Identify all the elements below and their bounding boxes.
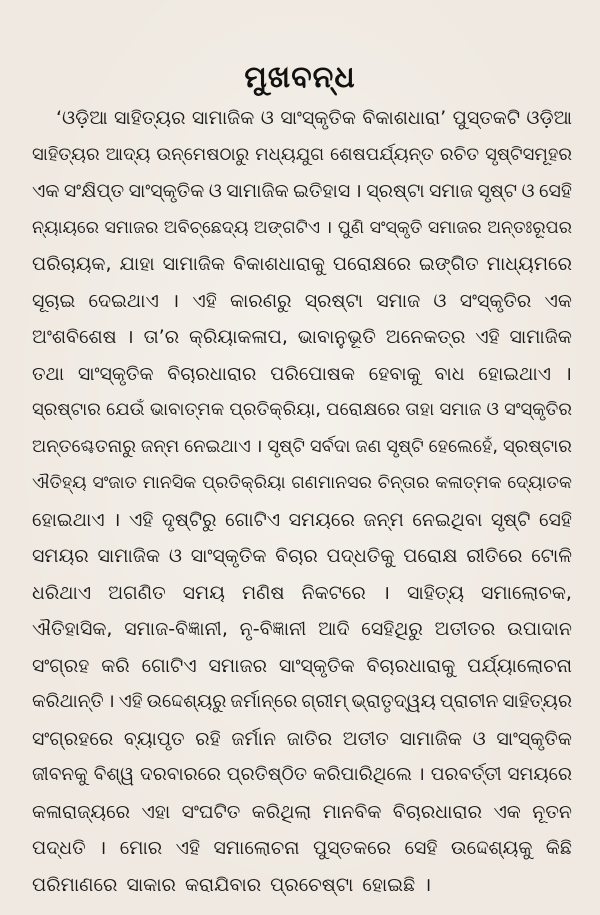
word: ଆଦି	[318, 618, 350, 640]
word: ସଂଗ୍ରହରେ	[32, 727, 114, 750]
word: ଏକ	[32, 180, 60, 202]
word: କିଛି	[545, 837, 572, 859]
word: ଉଦ୍ଦେଶ୍ୟକୁ	[450, 837, 533, 859]
word: ମାନବିକ	[322, 800, 382, 823]
word: ପଦ୍ଧତି	[32, 837, 86, 859]
word: ସାଂସ୍କୃତିକ	[128, 180, 205, 202]
preface-paragraph	[32, 100, 572, 903]
word: ସାଂସ୍କୃତିକ	[496, 727, 572, 750]
word: ପ୍ରାଚୀନ	[439, 691, 499, 712]
text-line	[32, 757, 572, 794]
word: ଉପାଦାନ	[507, 618, 572, 640]
word: ଗୋଟିଏ	[141, 654, 197, 677]
word: ।	[99, 837, 107, 859]
word: ଆଦ୍ୟ	[105, 143, 151, 165]
word: ସୃଷ୍ଟି	[490, 508, 531, 531]
word: ଏହା	[141, 800, 171, 823]
word: ସ୍ରଷ୍ଟାର	[503, 435, 572, 457]
word: ପ୍ରତିଷ୍ଠିତ	[226, 764, 308, 785]
word: ଏକ	[544, 289, 572, 312]
word: ଅତୀତ	[342, 727, 389, 750]
word: ।	[325, 217, 333, 238]
word: ସେହି	[404, 837, 438, 859]
word: ହେବାକୁ	[368, 362, 421, 385]
text-line	[32, 100, 572, 137]
word: ସମାଜ	[376, 289, 421, 312]
word: ।	[113, 508, 121, 531]
word: ଓ	[433, 289, 447, 312]
word: ମାନସିକ	[142, 473, 197, 493]
word: ।	[564, 362, 572, 385]
text-line	[32, 283, 572, 320]
word: ସାମାଜିକ	[97, 545, 160, 567]
word: ପ୍ରତିକ୍ରିୟା	[202, 473, 286, 493]
page-title: ମୁଖବନ୍ଧ	[244, 60, 356, 95]
word: ଏହି	[475, 326, 500, 348]
text-line	[32, 867, 572, 904]
word: ପ୍ରତିକ୍ରିୟା,	[229, 399, 321, 420]
word: ପୁଣି	[337, 217, 365, 238]
word: ଇଙ୍ଗିତ	[419, 253, 479, 275]
word: ।	[255, 435, 263, 457]
word: ସଂଗ୍ରହ	[32, 654, 90, 677]
word: ଭାବାନୁଭୂତି	[297, 326, 376, 348]
word: ଦୃଷ୍ଟିରୁ	[161, 508, 217, 531]
word: ଟୋଳି	[531, 545, 572, 567]
word: ସାମାଜିକ	[226, 180, 289, 202]
word: ତଥା	[32, 362, 65, 385]
word: ଦ୍ୟୋତକ	[507, 473, 572, 493]
word: ହେଲେହେଁ,	[428, 435, 499, 457]
word: ସମୟରେ	[507, 764, 572, 785]
word: ଗ୍ରୀମ୍	[301, 691, 348, 712]
word: ଜଣ	[355, 435, 382, 457]
word: ହୋଇଥାଏ	[32, 508, 105, 531]
word: ପର୍ଯ୍ୟାଲୋଚନା	[467, 654, 572, 677]
word: ପରବର୍ତ୍ତୀ	[430, 764, 502, 785]
word: କଳାତ୍ମକ	[435, 473, 502, 493]
word: ହୋଇଛି	[362, 873, 416, 896]
word: ହୋଇଥାଏ	[478, 362, 552, 385]
text-line	[32, 721, 572, 758]
word: ସାମାଜିକ	[399, 727, 462, 750]
word: ଜନ୍ମ	[363, 508, 404, 531]
word: ସମାଜର	[104, 217, 159, 238]
word: ସେହି	[539, 180, 572, 202]
text-line	[32, 684, 572, 721]
word: ସାମାଜିକ	[162, 253, 226, 275]
word: ସଂଜାତ	[92, 473, 137, 493]
word: ଏହି	[192, 289, 217, 312]
text-line	[32, 538, 572, 575]
word: ମୋର	[119, 837, 163, 859]
word: ପରୋକ୍ଷ	[403, 545, 458, 567]
word: ତାହା	[405, 399, 435, 420]
word: ସମୟ	[182, 581, 225, 604]
word: ସାଂସ୍କୃତିକ	[278, 654, 355, 677]
word: ବିକାଶଧାରାକୁ	[233, 253, 325, 275]
word: ଅଗଣିତ	[108, 581, 166, 604]
word: ଓ	[208, 180, 222, 202]
word: ଅତୀତର	[434, 618, 496, 640]
word: ରୀତିରେ	[466, 545, 523, 567]
word: ଦରବାରରେ	[140, 764, 221, 785]
word: ନୂତନ	[532, 800, 572, 823]
word: ଯାହା	[119, 253, 155, 275]
word: ଜନ୍ମ	[140, 435, 180, 457]
word: ସ୍ରଷ୍ଟା	[366, 180, 425, 202]
word: ଜର୍ମାନ	[231, 727, 277, 750]
word: ପରିଚାୟକ,	[32, 253, 112, 275]
word: ସମାଜର	[427, 217, 482, 238]
word: ଏହି	[128, 508, 154, 531]
word: ଓ	[168, 545, 182, 567]
word: ସଂକ୍ଷିପ୍ତ	[63, 180, 125, 202]
word: କ୍ରିୟାକଳାପ,	[188, 326, 288, 348]
word: ବିକାଶଧାରା’	[362, 107, 447, 129]
word: ଚିନ୍ତାର	[377, 473, 430, 493]
word: ସମାଜ	[429, 180, 474, 202]
word: ସାହିତ୍ୟର	[502, 691, 572, 712]
word: କରିପାରିଥିଲେ	[312, 764, 412, 785]
word: ନିକଟରେ	[301, 581, 366, 604]
word: ଐତିହ୍ୟ	[32, 473, 87, 493]
word: ଭ୍ରାତୃଦ୍ୱୟ	[351, 691, 436, 712]
word: ଉନ୍ମେଷଠାରୁ	[156, 143, 250, 165]
word: ସମୟର	[32, 545, 89, 567]
word: ।	[172, 289, 180, 312]
word: ବାଧ	[434, 362, 465, 385]
word: ସୃଷ୍ଟି	[267, 435, 305, 457]
word: ସ୍ରଷ୍ଟା	[304, 289, 364, 312]
word: ସୂଚାଇ	[32, 289, 76, 312]
word: ଶେଷପର୍ଯ୍ୟନ୍ତ	[330, 143, 434, 165]
word: ଅନ୍ତଶ୍ଚେତନାରୁ	[32, 435, 136, 457]
word: ସେହି	[538, 508, 572, 531]
word: ଅନ୍ତଃରୂପର	[487, 217, 572, 238]
text-line	[32, 830, 572, 867]
word: ସମୟରେ	[288, 508, 355, 531]
word: ସୃଷ୍ଟିସମୂହର	[485, 143, 572, 165]
word: ସାମାଜିକ	[509, 326, 572, 348]
word: ନେଇଥିବା	[412, 508, 483, 531]
word: କାରଣରୁ	[229, 289, 292, 312]
word: ସଂସ୍କୃତିର	[459, 289, 532, 312]
word: ପୁସ୍ତକରେ	[312, 837, 392, 859]
word: ସାଂସ୍କୃତିକ	[77, 362, 154, 385]
word: ଉଦ୍ଦେଶ୍ୟରୁ	[146, 691, 227, 712]
word: ସମାଲୋଚନା	[213, 837, 300, 859]
text-line	[32, 502, 572, 539]
word: ସଂଘଟିତ	[181, 800, 241, 823]
word: ଗଣମାନସର	[291, 473, 372, 493]
word: ଓ	[260, 107, 274, 129]
word: ମଣିଷ	[241, 581, 285, 604]
word: କଳାରାଜ୍ୟରେ	[32, 800, 131, 823]
word: ଅବିଚ୍ଛେଦ୍ୟ	[163, 217, 249, 238]
word: ସର୍ବଦା	[309, 435, 351, 457]
word: ସମାଲୋଚକ,	[481, 581, 572, 604]
word: ଓଡ଼ିଆ	[526, 107, 572, 129]
word: ସ୍ରଷ୍ଟାର	[32, 399, 101, 420]
word: ପଦ୍ଧତିକୁ	[326, 545, 395, 567]
word: ସମାଜ-ବିଜ୍ଞାନୀ,	[124, 618, 228, 640]
text-line	[32, 794, 572, 831]
text-line	[32, 173, 572, 210]
text-line	[32, 392, 572, 429]
word: ଜାତିର	[286, 727, 333, 750]
word: ‘ଓଡ଼ିଆ	[56, 107, 108, 129]
word: ସାହିତ୍ୟର	[114, 107, 186, 129]
word: ଜୀବନକୁ	[32, 764, 88, 785]
word: ବିଚାରଧାରାର	[392, 800, 483, 823]
word: ରଚିତ	[439, 143, 480, 165]
word: ସାଂସ୍କୃତିକ	[190, 545, 267, 567]
word: ସାକାର	[126, 873, 176, 896]
word: ଗୋଟିଏ	[225, 508, 281, 531]
word: ନୃ-ବିଜ୍ଞାନୀ	[239, 618, 307, 640]
word: କରାଯିବାର	[184, 873, 262, 896]
word: ।	[417, 764, 425, 785]
word: ପରିପୋଷକ	[270, 362, 355, 385]
word: ।	[354, 180, 362, 202]
word: ମଧ୍ୟଯୁଗ	[255, 143, 325, 165]
word: ମାଧ୍ୟମରେ	[486, 253, 572, 275]
word: ସମାଜ	[439, 399, 482, 420]
word: ଅଂଶବିଶେଷ	[32, 326, 117, 348]
text-line	[32, 465, 572, 502]
word: ପରିମାଣରେ	[32, 873, 118, 896]
word: ସାମାଜିକ	[191, 107, 255, 129]
word: ।	[107, 691, 115, 712]
word: ଏହି	[175, 837, 201, 859]
word: ଯେଉଁ	[106, 399, 145, 420]
word: ନେଇଥାଏ	[184, 435, 251, 457]
word: ସୃଷ୍ଟି	[386, 435, 424, 457]
word: ଇତିହାସ	[293, 180, 351, 202]
word: ଓ	[521, 180, 535, 202]
word: ଧରିଥାଏ	[32, 581, 92, 604]
word: ।	[126, 326, 134, 348]
word: ଓ	[486, 399, 499, 420]
word: ଦେଇଥାଏ	[88, 289, 159, 312]
word: ବିଚାରଧାରାକୁ	[366, 654, 456, 677]
word: ସେହିଥିରୁ	[361, 618, 423, 640]
word: ସାହିତ୍ୟର	[32, 143, 100, 165]
word: ସଂସ୍କୃତି	[369, 217, 423, 238]
text-line	[32, 648, 572, 685]
word: କରି	[101, 654, 130, 677]
word: ।	[382, 581, 390, 604]
text-line	[32, 356, 572, 393]
text-line	[32, 429, 572, 466]
word: ଜର୍ମାନ୍‌ରେ	[230, 691, 298, 712]
word: ଏକ	[493, 800, 521, 823]
word: ପ୍ରଚେଷ୍ଟା	[270, 873, 354, 896]
word: ଅନେକତ୍ର	[385, 326, 466, 348]
text-line	[32, 611, 572, 648]
word: କରିଥିଲା	[251, 800, 312, 823]
word: ।	[424, 873, 432, 896]
text-line	[32, 210, 572, 247]
word: ସଂସ୍କୃତିର	[504, 399, 572, 420]
word: ବ୍ୟାପୃତ	[123, 727, 185, 750]
word: ବିଶ୍ୱ	[93, 764, 135, 785]
word: ପରୋକ୍ଷରେ	[332, 253, 412, 275]
word: ସାହିତ୍ୟ	[407, 581, 465, 604]
word: ବିଚାରଧାରାର	[167, 362, 257, 385]
word: ପୁସ୍ତକଟି	[452, 107, 520, 129]
word: ରହି	[195, 727, 221, 750]
word: ପରୋକ୍ଷରେ	[326, 399, 401, 420]
word: ଭାବାତ୍ମକ	[149, 399, 225, 420]
word: ନ୍ୟାୟରେ	[32, 217, 99, 238]
word: ସାଂସ୍କୃତିକ	[280, 107, 356, 129]
word: ବିଚାର	[275, 545, 318, 567]
text-line	[32, 246, 572, 283]
word: ଐତିହାସିକ,	[32, 618, 113, 640]
word: କରିଥାନ୍ତି	[32, 691, 104, 712]
word: ଓ	[472, 727, 486, 750]
text-line	[32, 575, 572, 612]
word: ଏହି	[118, 691, 143, 712]
word: ସୃଷ୍ଟ	[477, 180, 518, 202]
text-line	[32, 137, 572, 174]
word: ତା’ର	[143, 326, 180, 348]
word: ସମାଜର	[208, 654, 267, 677]
word: ଅଙ୍ଗଟିଏ	[253, 217, 321, 238]
text-line	[32, 319, 572, 356]
